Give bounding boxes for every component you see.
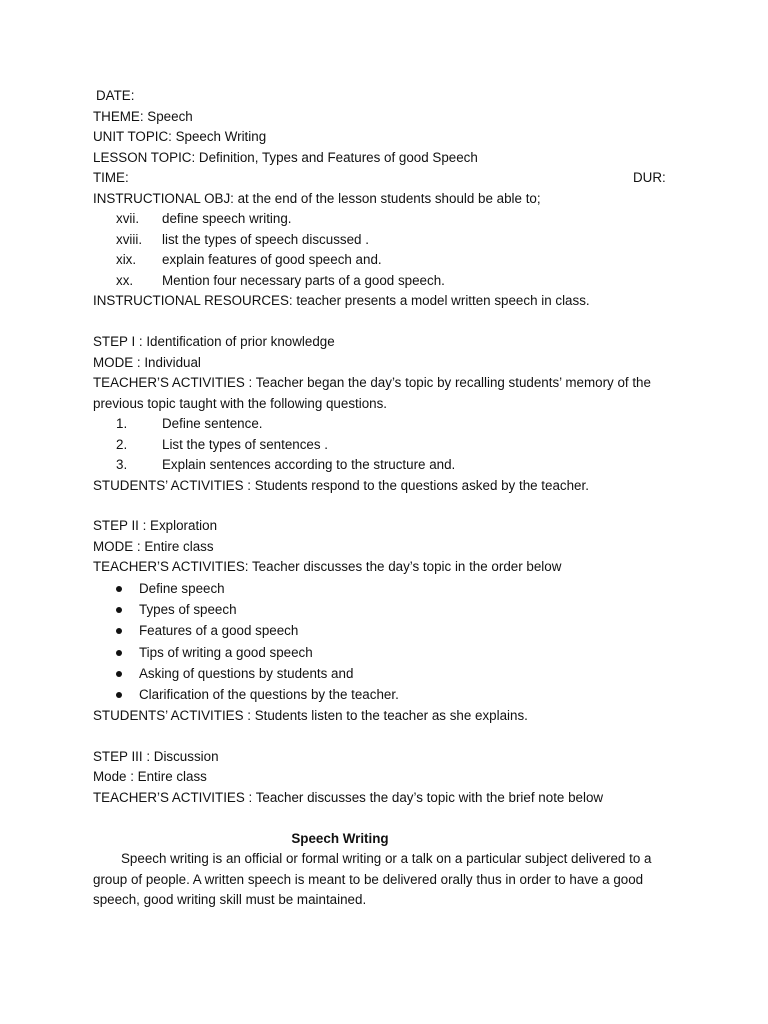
question-item: Define sentence. [162,416,263,431]
objective-number: xix. [116,252,137,267]
bullet-icon [116,586,122,592]
topic-list-item: Tips of writing a good speech [139,645,313,660]
question-item: Explain sentences according to the structure and. [162,457,456,472]
objective-item: list the types of speech discussed . [162,232,369,247]
step3-title: STEP III : Discussion [93,749,219,764]
question-number: 2. [116,437,128,452]
step2-students-activities: STUDENTS’ ACTIVITIES : Students listen to the teacher as she explains. [93,708,528,723]
bullet-icon [116,628,122,634]
question-number: 3. [116,457,128,472]
topic-list-item: Types of speech [139,602,237,617]
objective-item: Mention four necessary parts of a good speech. [162,273,445,288]
bullet-icon [116,671,122,677]
objective-number: xx. [116,273,134,288]
topic-list-item: Asking of questions by students and [139,666,354,681]
step3-mode: Mode : Entire class [93,769,207,784]
question-number: 1. [116,416,128,431]
bullet-icon [116,607,122,613]
note-paragraph-text: Speech writing is an official or formal writing or a talk on a particular subject delivered to a group of people. A written speech is meant to be delivered orally thus in order to have a good speech, good writing skill must be maintained. [93,851,652,907]
lesson-topic-line: LESSON TOPIC: Definition, Types and Features of good Speech [93,150,478,165]
note-paragraph [93,849,673,911]
topic-list-item: Features of a good speech [139,623,299,638]
objective-item: define speech writing. [162,211,292,226]
step2-title: STEP II : Exploration [93,518,218,533]
topic-list-item: Define speech [139,581,225,596]
bullet-icon [116,692,122,698]
instructional-objective-line: INSTRUCTIONAL OBJ: at the end of the lesson students should be able to; [93,191,541,206]
step2-mode: MODE : Entire class [93,539,214,554]
objective-number: xviii. [116,232,143,247]
time-label: TIME: [93,170,129,185]
step1-teacher-activities: TEACHER’S ACTIVITIES : Teacher began the day’s topic by recalling students’ memory of the [93,375,651,390]
duration-label: DUR: [633,170,666,185]
topic-list-item: Clarification of the questions by the teacher. [139,687,399,702]
bullet-icon [116,650,122,656]
step1-title: STEP I : Identification of prior knowledge [93,334,335,349]
objective-item: explain features of good speech and. [162,252,382,267]
objective-number: xvii. [116,211,140,226]
step1-mode: MODE : Individual [93,355,201,370]
step3-teacher-activities: TEACHER’S ACTIVITIES : Teacher discusses the day’s topic with the brief note below [93,790,604,805]
instructional-resources-line: INSTRUCTIONAL RESOURCES: teacher presents a model written speech in class. [93,293,590,308]
theme-line: THEME: Speech [93,109,193,124]
step1-students-activities: STUDENTS’ ACTIVITIES : Students respond to the questions asked by the teacher. [93,478,589,493]
question-item: List the types of sentences . [162,437,328,452]
step1-teacher-activities-cont: previous topic taught with the following questions. [93,396,388,411]
step2-teacher-activities: TEACHER’S ACTIVITIES: Teacher discusses the day’s topic in the order below [93,559,562,574]
unit-topic-line: UNIT TOPIC: Speech Writing [93,129,267,144]
note-heading: Speech Writing [291,831,389,846]
date-label: DATE: [96,88,135,103]
